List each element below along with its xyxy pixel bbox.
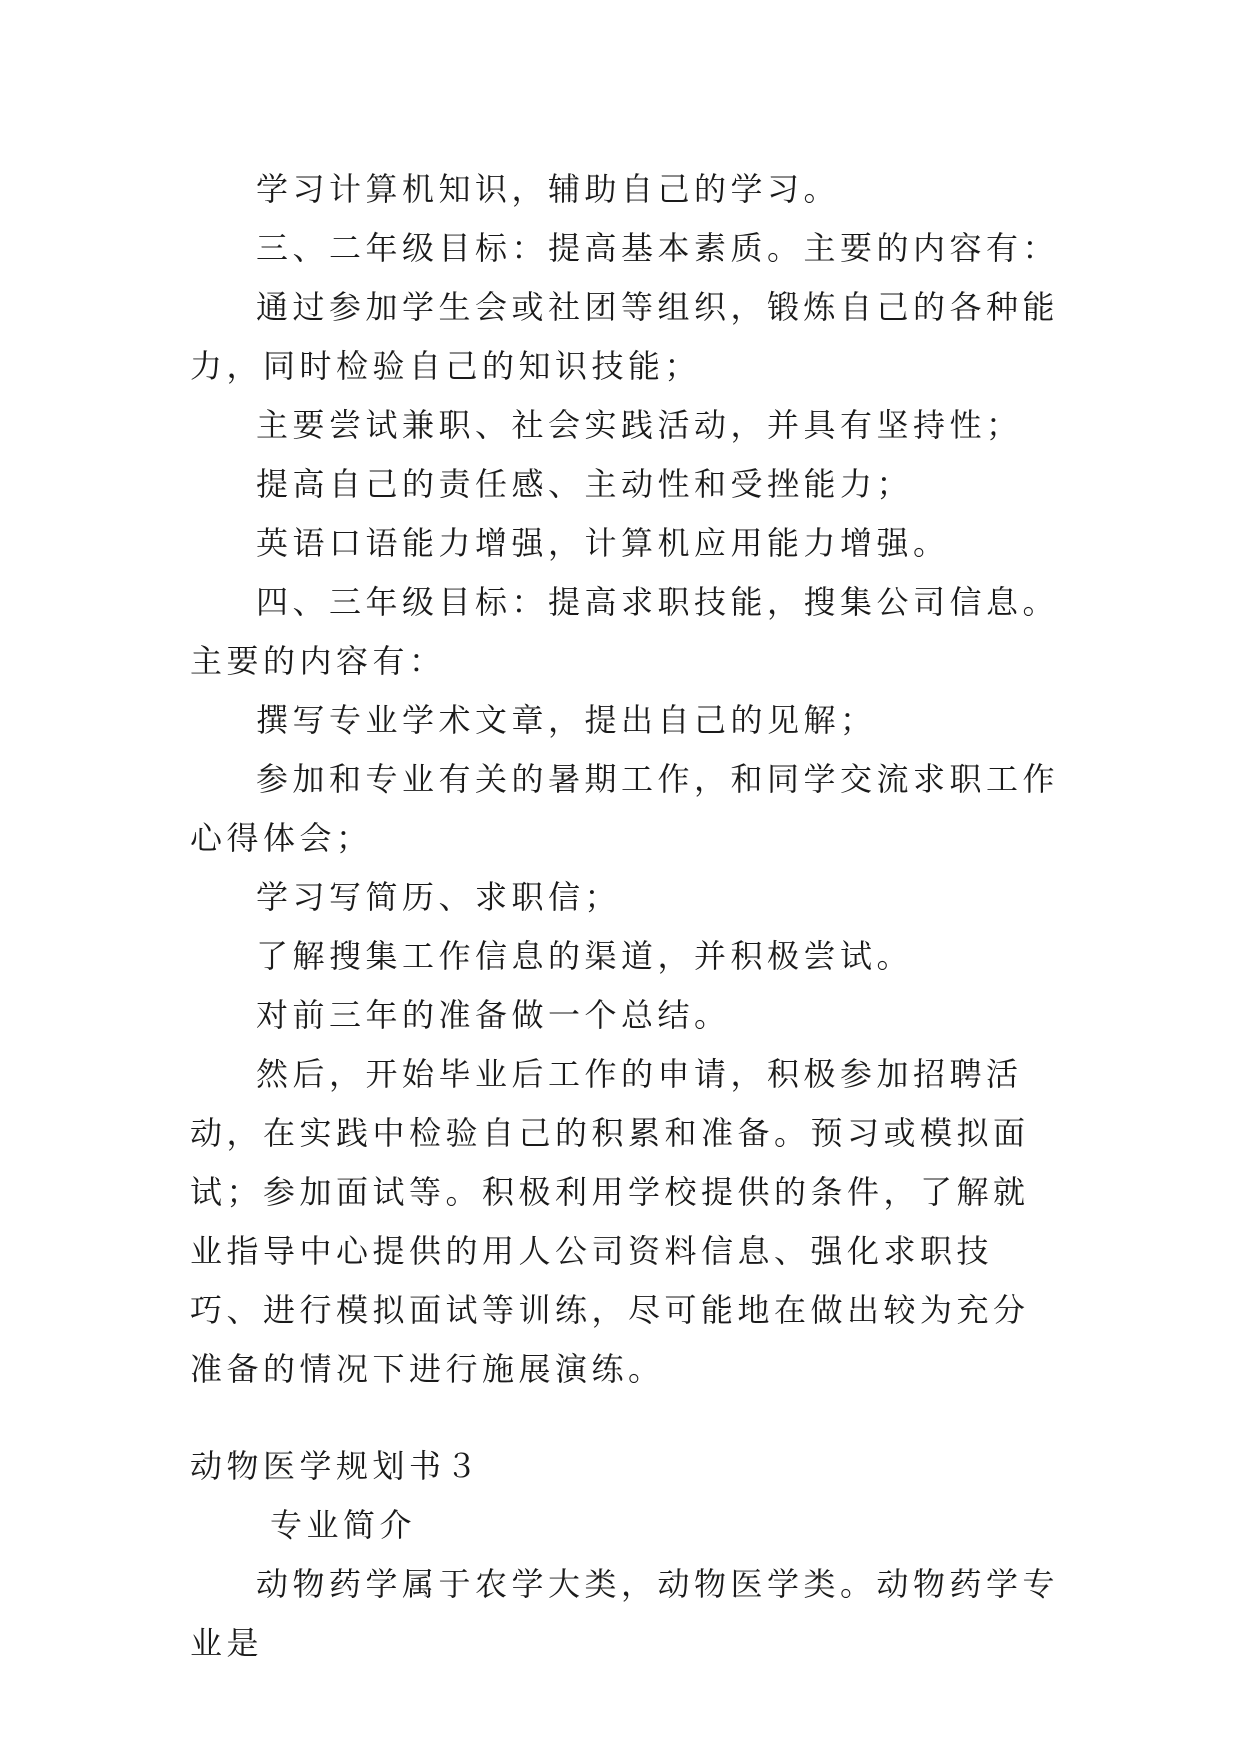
paragraph: 对前三年的准备做一个总结。 xyxy=(256,996,731,1034)
paragraph: 动物药学属于农学大类，动物医学类。动物药学专业是 xyxy=(190,1565,1060,1662)
paragraph: 了解搜集工作信息的渠道，并积极尝试。 xyxy=(256,937,914,975)
section-title: 动物医学规划书３ xyxy=(190,1447,483,1485)
paragraph: 英语口语能力增强，计算机应用能力增强。 xyxy=(256,524,950,562)
paragraph: 提高自己的责任感、主动性和受挫能力； xyxy=(256,465,914,503)
paragraph: 四、三年级目标：提高求职技能，搜集公司信息。主要的内容有： xyxy=(190,583,1060,680)
document-body xyxy=(190,160,1060,1673)
paragraph: 学习写简历、求职信； xyxy=(256,878,622,916)
paragraph: 主要尝试兼职、社会实践活动，并具有坚持性； xyxy=(256,406,1023,444)
paragraph: 参加和专业有关的暑期工作，和同学交流求职工作心得体会； xyxy=(190,760,1060,857)
paragraph: 三、二年级目标：提高基本素质。主要的内容有： xyxy=(256,229,1060,267)
paragraph: 通过参加学生会或社团等组织，锻炼自己的各种能力，同时检验自己的知识技能； xyxy=(190,288,1060,385)
subheading: 专业简介 xyxy=(270,1506,417,1544)
paragraph: 撰写专业学术文章，提出自己的见解； xyxy=(256,701,877,739)
paragraph: 然后，开始毕业后工作的申请，积极参加招聘活动，在实践中检验自己的积累和准备。预习或模拟面试；参加面试等。积极利用学校提供的条件，了解就业指导中心提供的用人公司资料信息、强化求职技巧、进行模拟面试等训练，尽可能地在做出较为充分准备的情况下进行施展演练。 xyxy=(190,1055,1030,1388)
section-gap xyxy=(190,1399,1060,1437)
paragraph: 学习计算机知识，辅助自己的学习。 xyxy=(256,170,841,208)
